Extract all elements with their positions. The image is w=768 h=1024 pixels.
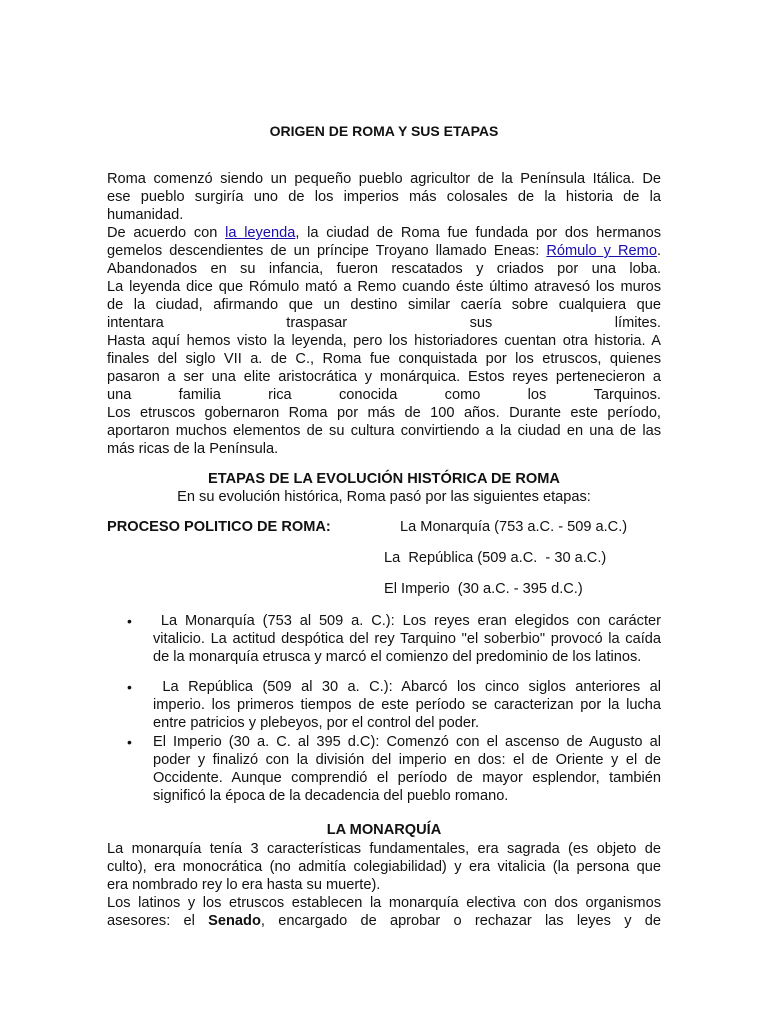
paragraph-monarquia <box>107 840 661 930</box>
text-line <box>107 386 661 404</box>
text-word: sus <box>469 315 493 331</box>
list-item-text <box>153 733 661 805</box>
list-item-text <box>153 678 661 732</box>
text-line: Abandonados en su infancia, fueron rescatados y criados por una loba. <box>107 261 661 277</box>
text-line: La Monarquía (753 al 509 a. C.): Los reyes eran elegidos con carácter <box>153 613 661 629</box>
text-word: los <box>527 387 547 403</box>
proceso-item-imperio: El Imperio (30 a.C. - 395 d.C.) <box>384 581 583 597</box>
text-word: intentara <box>107 315 164 331</box>
proceso-label: PROCESO POLITICO DE ROMA: <box>107 519 331 535</box>
text-line: entre patricios y plebeyos, por el control del poder. <box>153 715 480 731</box>
text-line: Occidente. Aunque comprendió el período de mayor esplendor, también <box>153 770 661 786</box>
paragraph-intro <box>107 170 661 224</box>
text-line: Los latinos y los etruscos establecen la monarquía electiva con dos organismos <box>107 895 661 911</box>
text-line: Hasta aquí hemos visto la leyenda, pero los historiadores cuentan otra historia. A <box>107 333 661 349</box>
text-word: conocida <box>338 387 398 403</box>
bullet-icon: • <box>127 679 132 695</box>
bullet-icon: • <box>127 734 132 750</box>
text-line: Los etruscos gobernaron Roma por más de 100 años. Durante este período, <box>107 405 661 421</box>
document-title: ORIGEN DE ROMA Y SUS ETAPAS <box>269 123 499 139</box>
link-la-leyenda[interactable]: la leyenda <box>225 225 296 241</box>
text-fragment: De acuerdo con <box>107 225 226 241</box>
text-word: rica <box>268 387 292 403</box>
text-fragment-bold: Senado <box>208 913 261 929</box>
paragraph-etruscos <box>107 404 661 458</box>
text-line: vitalicio. La actitud despótica del rey Tarquino "el soberbio" provocó la caída <box>153 631 661 647</box>
link-romulo-y-remo[interactable]: Rómulo y Remo <box>546 243 657 259</box>
text-line: finales del siglo VII a. de C., Roma fue conquistada por los etruscos, quienes <box>107 351 661 367</box>
text-word: familia <box>178 387 221 403</box>
etapas-heading: ETAPAS DE LA EVOLUCIÓN HISTÓRICA DE ROMA <box>208 471 560 487</box>
text-line: El Imperio (30 a. C. al 395 d.C): Comenzó con el ascenso de Augusto al <box>153 734 661 750</box>
text-line: humanidad. <box>107 207 184 223</box>
text-fragment: gemelos descendientes de un príncipe Troyano llamado Eneas: <box>107 243 547 259</box>
text-word: una <box>107 387 132 403</box>
etapas-intro: En su evolución histórica, Roma pasó por las siguientes etapas: <box>177 489 591 505</box>
text-fragment: asesores: el <box>107 913 209 929</box>
paragraph-leyenda <box>107 224 661 332</box>
bullet-icon: • <box>127 613 132 629</box>
text-line: culto), era monocrática (no admitía colegiabilidad) y era vitalicia (la persona que <box>107 859 661 875</box>
proceso-item-monarquia: La Monarquía (753 a.C. - 509 a.C.) <box>400 519 628 535</box>
text-word: límites. <box>614 315 661 331</box>
text-line: aportaron muchos elementos de su cultura convirtiendo a la ciudad en una de las <box>107 423 661 439</box>
text-fragment: . <box>656 243 661 259</box>
text-line: imperio. los primeros tiempos de este período se caracterizan por la lucha <box>153 697 661 713</box>
text-line <box>107 912 661 930</box>
monarquia-heading: LA MONARQUÍA <box>326 822 442 838</box>
list-item-text <box>153 612 661 666</box>
text-line: ese pueblo surgiría uno de los imperios más colosales de la historia de la <box>107 189 661 205</box>
text-line: La República (509 al 30 a. C.): Abarcó los cinco siglos anteriores al <box>153 679 661 695</box>
text-line <box>107 314 661 332</box>
text-line: La leyenda dice que Rómulo mató a Remo cuando éste último atravesó los muros <box>107 279 661 295</box>
text-line: era nombrado rey lo era hasta su muerte). <box>107 877 381 893</box>
proceso-item-republica: La República (509 a.C. - 30 a.C.) <box>384 550 607 566</box>
text-line: Roma comenzó siendo un pequeño pueblo agricultor de la Península Itálica. De <box>107 171 661 187</box>
text-line <box>107 242 661 260</box>
text-word: traspasar <box>286 315 348 331</box>
text-line: de la ciudad, afirmando que un destino similar caería sobre cualquiera que <box>107 297 661 313</box>
text-line <box>107 224 661 242</box>
text-fragment: , encargado de aprobar o rechazar las leyes y de <box>260 913 661 929</box>
text-line: más ricas de la Península. <box>107 441 279 457</box>
text-line: poder y finalizó con la división del imperio en dos: el de Oriente y el de <box>153 752 661 768</box>
text-line: de la monarquía etrusca y marcó el comienzo del predominio de los latinos. <box>153 649 642 665</box>
text-line: pasaron a ser una elite aristocrática y monárquica. Estos reyes pertenecieron a <box>107 369 661 385</box>
paragraph-historia <box>107 332 661 404</box>
text-fragment: , la ciudad de Roma fue fundada por dos hermanos <box>295 225 661 241</box>
text-line: significó la época de la decadencia del pueblo romano. <box>153 788 509 804</box>
text-word: Tarquinos. <box>593 387 661 403</box>
text-line: La monarquía tenía 3 características fundamentales, era sagrada (es objeto de <box>107 841 661 857</box>
text-word: como <box>444 387 481 403</box>
